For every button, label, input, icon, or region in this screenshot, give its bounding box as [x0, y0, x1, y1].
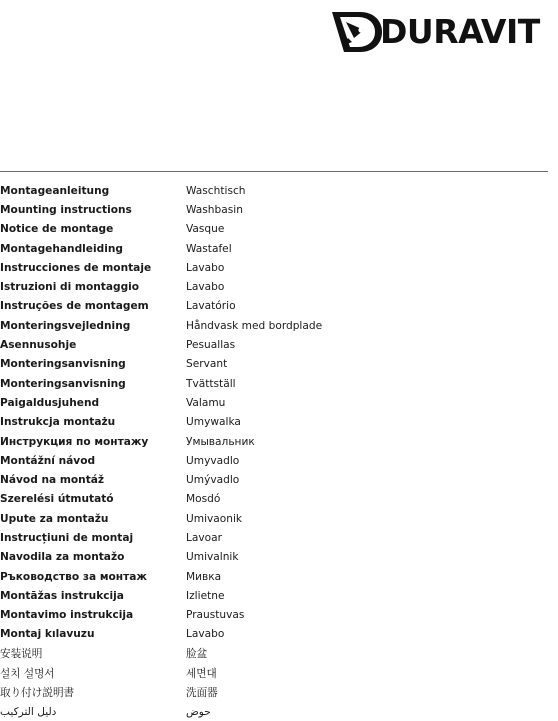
table-row: [0, 355, 548, 374]
language-label: Instruções de montagem: [0, 300, 149, 313]
language-label: Montavimo instrukcija: [0, 609, 134, 622]
language-label: Monteringsanvisning: [0, 358, 126, 371]
table-row: [0, 200, 548, 219]
product-name: Pesuallas: [186, 339, 236, 352]
divider-line: [0, 171, 548, 172]
product-name: Lavabo: [186, 261, 225, 274]
product-name: Umyvadlo: [186, 454, 240, 467]
product-name: Waschtisch: [186, 184, 246, 197]
brand-name: DURAVIT: [380, 12, 540, 51]
rocket-d-icon: [330, 8, 384, 56]
product-name: Umywalka: [186, 416, 241, 429]
table-row: [0, 258, 548, 277]
language-label: دليل التركيب: [0, 705, 57, 718]
product-name: Valamu: [186, 396, 226, 409]
language-label: Monteringsvejledning: [0, 319, 131, 332]
table-row: [0, 606, 548, 625]
table-row: [0, 490, 548, 509]
table-row: [0, 644, 548, 663]
table-row: [0, 683, 548, 702]
language-label: Montážní návod: [0, 454, 96, 467]
language-label: Montaj kılavuzu: [0, 628, 95, 641]
table-row: [0, 470, 548, 489]
language-label: Návod na montáž: [0, 474, 105, 487]
language-label: Paigaldusjuhend: [0, 396, 100, 409]
language-label: Asennusohje: [0, 339, 77, 352]
product-name: 세면대: [186, 667, 217, 680]
language-label: Montagehandleiding: [0, 242, 123, 255]
table-row: [0, 374, 548, 393]
table-row: [0, 220, 548, 239]
table-row: [0, 277, 548, 296]
table-row: [0, 509, 548, 528]
language-label: Montageanleitung: [0, 184, 110, 197]
product-name: Lavoar: [186, 531, 222, 544]
duravit-logo: [330, 8, 552, 56]
product-name: Praustuvas: [186, 609, 245, 622]
language-label: Instrucciones de montaje: [0, 261, 152, 274]
product-name: Wastafel: [186, 242, 232, 255]
product-name: Umývadlo: [186, 474, 240, 487]
language-label: Szerelési útmutató: [0, 493, 114, 506]
table-row: [0, 316, 548, 335]
language-label: Istruzioni di montaggio: [0, 281, 140, 294]
product-name: Tvättställ: [186, 377, 236, 390]
language-label: Notice de montage: [0, 223, 114, 236]
product-name: 脸盆: [186, 648, 208, 661]
product-name: Lavatório: [186, 300, 236, 313]
table-row: [0, 335, 548, 354]
product-name: Мивка: [186, 570, 222, 583]
table-row: [0, 586, 548, 605]
language-label: Mounting instructions: [0, 203, 132, 216]
table-row: [0, 393, 548, 412]
product-name: Servant: [186, 358, 228, 371]
language-label: Инструкция по монтажу: [0, 435, 149, 448]
language-label: Upute za montažu: [0, 512, 109, 525]
product-name: حوض: [186, 705, 211, 718]
table-row: [0, 451, 548, 470]
language-label: Montāžas instrukcija: [0, 589, 124, 602]
product-name: Håndvask med bordplade: [186, 319, 323, 332]
language-label: Instrukcja montażu: [0, 416, 116, 429]
language-label: Navodila za montažo: [0, 551, 125, 564]
language-label: Monteringsanvisning: [0, 377, 126, 390]
product-name: Умывальник: [186, 435, 255, 448]
product-name: Umivaonik: [186, 512, 243, 525]
table-row: [0, 413, 548, 432]
product-name: Mosdó: [186, 493, 221, 506]
product-name: 洗面器: [186, 686, 218, 699]
product-name: Izlietne: [186, 589, 225, 602]
product-name: Lavabo: [186, 628, 225, 641]
product-name: Lavabo: [186, 281, 225, 294]
table-row: [0, 567, 548, 586]
table-row: [0, 625, 548, 644]
language-label: Instrucțiuni de montaj: [0, 531, 134, 544]
language-label: 설치 설명서: [0, 667, 55, 680]
language-table: [0, 181, 548, 721]
language-label: Ръководство за монтаж: [0, 570, 147, 583]
table-row: [0, 528, 548, 547]
table-row: [0, 663, 548, 682]
product-name: Washbasin: [186, 203, 243, 216]
table-row: [0, 239, 548, 258]
table-row: [0, 432, 548, 451]
table-row: [0, 297, 548, 316]
product-name: Vasque: [186, 223, 225, 236]
product-name: Umivalnik: [186, 551, 239, 564]
table-row: [0, 702, 548, 721]
language-label: 安装说明: [0, 648, 43, 661]
language-label: 取り付け説明書: [0, 686, 75, 699]
table-row: [0, 181, 548, 200]
table-row: [0, 548, 548, 567]
